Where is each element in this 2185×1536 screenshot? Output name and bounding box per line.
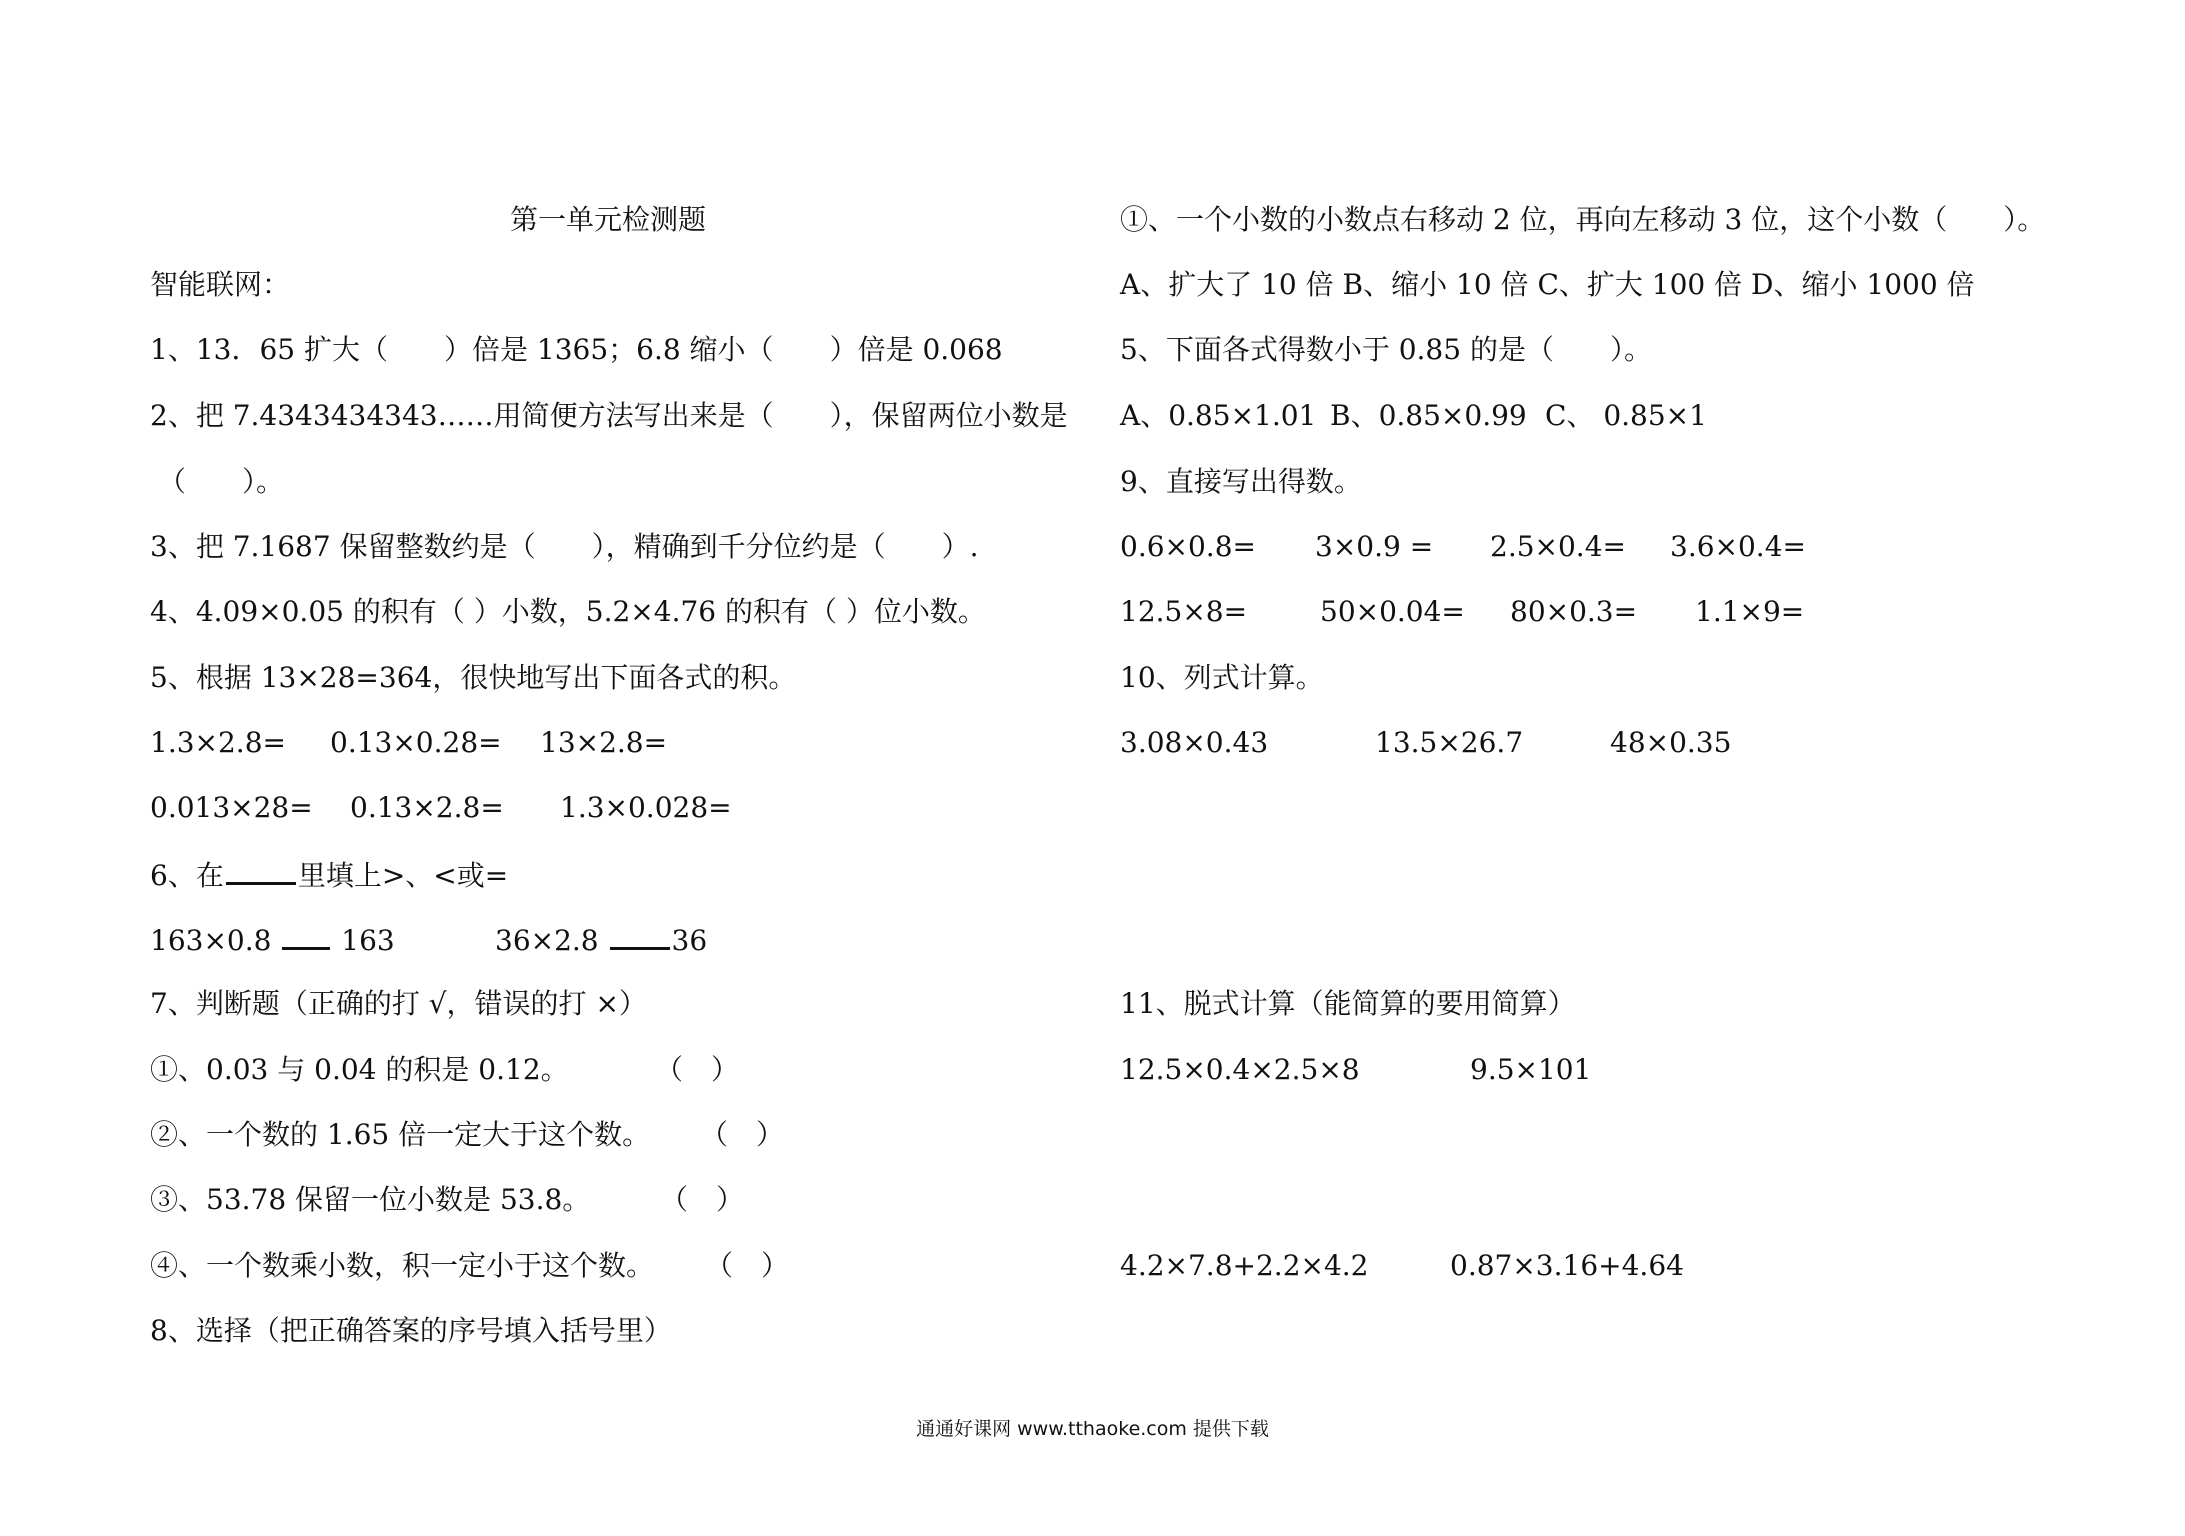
q9-item: 12.5×8= <box>1120 595 1248 628</box>
option-b: B、0.85×0.99 <box>1330 399 1527 432</box>
question-8: 8、选择（把正确答案的序号填入括号里） <box>150 1314 672 1347</box>
q6-right-expr: 163 <box>341 924 395 957</box>
question-9: 9、直接写出得数。 <box>1120 465 1362 498</box>
q7-answer-paren[interactable]: （ ） <box>660 1183 745 1216</box>
q11-item: 12.5×0.4×2.5×8 <box>1120 1053 1360 1086</box>
question-8-1-options: A、扩大了 10 倍 B、缩小 10 倍 C、扩大 100 倍 D、缩小 1000 倍 <box>1120 268 1975 301</box>
q7-answer-paren[interactable]: （ ） <box>700 1118 785 1151</box>
q5-item: 13×2.8= <box>540 726 668 759</box>
q9-item: 50×0.04= <box>1320 595 1465 628</box>
q6-suffix: 里填上>、<或= <box>297 859 509 892</box>
blank-line <box>226 854 296 885</box>
q6-comparison <box>495 919 707 961</box>
q5-item: 0.13×0.28= <box>330 726 502 759</box>
q6-comparison <box>150 919 395 961</box>
q7-statement: ②、一个数的 1.65 倍一定大于这个数。 <box>150 1118 651 1151</box>
q11-item: 0.87×3.16+4.64 <box>1450 1249 1684 1282</box>
question-1: 1、13．65 扩大（ ）倍是 1365；6.8 缩小（ ）倍是 0.068 <box>150 333 1003 366</box>
question-6 <box>150 854 508 896</box>
q7-answer-paren[interactable]: （ ） <box>655 1053 740 1086</box>
q7-statement: ③、53.78 保留一位小数是 53.8。 <box>150 1183 591 1216</box>
question-2-line-2: （ ）。 <box>158 465 285 498</box>
q7-statement: ①、0.03 与 0.04 的积是 0.12。 <box>150 1053 569 1086</box>
q11-item: 4.2×7.8+2.2×4.2 <box>1120 1249 1369 1282</box>
q5-item: 0.13×2.8= <box>350 791 504 824</box>
q5-item: 1.3×2.8= <box>150 726 286 759</box>
question-4: 4、4.09×0.05 的积有（ ）小数，5.2×4.76 的积有（ ）位小数。 <box>150 595 986 628</box>
section-heading: 智能联网： <box>150 268 291 301</box>
question-5b: 5、下面各式得数小于 0.85 的是（ ）。 <box>1120 333 1652 366</box>
q6-right-expr: 36 <box>671 924 708 957</box>
q7-statement: ④、一个数乘小数，积一定小于这个数。 <box>150 1249 655 1282</box>
q11-item: 9.5×101 <box>1470 1053 1592 1086</box>
q9-item: 3×0.9 = <box>1315 530 1434 563</box>
page-footer: 通通好课网 www.tthaoke.com 提供下载 <box>916 1418 1269 1440</box>
q6-left-expr: 163×0.8 <box>150 924 272 957</box>
q6-prefix: 6、在 <box>150 859 224 892</box>
q7-answer-paren[interactable]: （ ） <box>705 1249 790 1282</box>
blank-line <box>610 919 670 950</box>
question-3: 3、把 7.1687 保留整数约是（ ），精确到千分位约是（ ）. <box>150 530 979 563</box>
worksheet-title: 第一单元检测题 <box>510 203 707 236</box>
q9-item: 3.6×0.4= <box>1670 530 1806 563</box>
option-c: C、 0.85×1 <box>1545 399 1707 432</box>
q9-item: 80×0.3= <box>1510 595 1638 628</box>
q10-item: 48×0.35 <box>1610 726 1732 759</box>
question-10: 10、列式计算。 <box>1120 661 1324 694</box>
q6-left-expr: 36×2.8 <box>495 924 599 957</box>
q9-item: 0.6×0.8= <box>1120 530 1256 563</box>
q10-item: 3.08×0.43 <box>1120 726 1269 759</box>
q9-item: 1.1×9= <box>1695 595 1805 628</box>
blank-line <box>282 919 330 950</box>
q5-item: 0.013×28= <box>150 791 313 824</box>
question-8-1: ①、一个小数的小数点右移动 2 位，再向左移动 3 位，这个小数（ ）。 <box>1120 203 2046 236</box>
question-2-line-1: 2、把 7.4343434343……用简便方法写出来是（ ），保留两位小数是 <box>150 399 1068 432</box>
q10-item: 13.5×26.7 <box>1375 726 1524 759</box>
question-5: 5、根据 13×28=364，很快地写出下面各式的积。 <box>150 661 797 694</box>
question-11: 11、脱式计算（能简算的要用简算） <box>1120 987 1576 1020</box>
q9-item: 2.5×0.4= <box>1490 530 1626 563</box>
q5-item: 1.3×0.028= <box>560 791 732 824</box>
question-7: 7、判断题（正确的打 √，错误的打 ×） <box>150 987 647 1020</box>
option-a: A、0.85×1.01 <box>1120 399 1317 432</box>
